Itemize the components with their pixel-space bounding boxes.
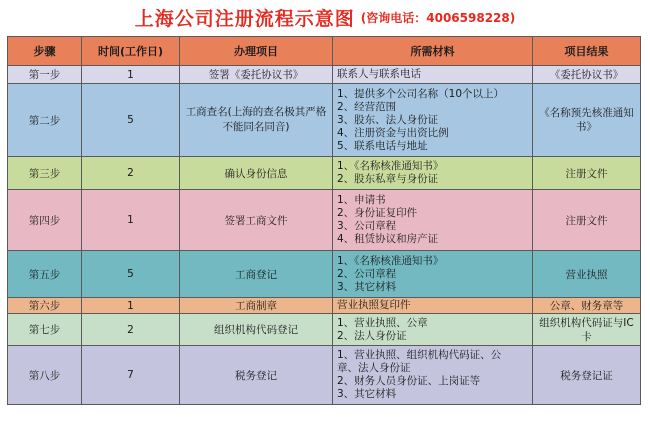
step-cell: 第二步 <box>8 84 82 157</box>
material-line: 2、法人身份证 <box>337 329 407 342</box>
material-line: 1、申请书 <box>337 194 386 206</box>
material-line: 2、公司章程 <box>337 267 397 280</box>
materials-cell <box>333 84 533 157</box>
table-row <box>8 84 641 157</box>
material-line: 1、营业执照、组织机构代码证、公 <box>337 349 502 361</box>
time-cell: 1 <box>82 66 180 84</box>
result-cell: 组织机构代码证与IC卡 <box>533 314 641 346</box>
column-header-item: 办理项目 <box>180 37 333 66</box>
time-cell: 2 <box>82 314 180 346</box>
registration-flow-table <box>7 36 641 405</box>
material-line: 2、身份证复印件 <box>337 207 418 219</box>
material-line: 营业执照复印件 <box>337 299 411 311</box>
materials-cell <box>333 157 533 190</box>
materials-cell <box>333 298 533 314</box>
material-line: 2、股东私章与身份证 <box>337 173 439 185</box>
table-row <box>8 314 641 346</box>
material-line: 3、股东、法人身份证 <box>337 113 439 126</box>
result-cell: 《名称预先核准通知书》 <box>533 84 641 157</box>
step-cell: 第六步 <box>8 298 82 314</box>
result-cell: 营业执照 <box>533 251 641 298</box>
result-cell: 税务登记证 <box>533 346 641 405</box>
step-cell: 第八步 <box>8 346 82 405</box>
column-header-step: 步骤 <box>8 37 82 66</box>
item-cell: 组织机构代码登记 <box>180 314 333 346</box>
table-row <box>8 346 641 405</box>
table-row <box>8 157 641 190</box>
materials-cell <box>333 314 533 346</box>
time-cell: 7 <box>82 346 180 405</box>
result-cell: 《委托协议书》 <box>533 66 641 84</box>
material-line: 1、营业执照、公章 <box>337 316 428 329</box>
step-cell: 第七步 <box>8 314 82 346</box>
materials-cell <box>333 251 533 298</box>
table-row <box>8 298 641 314</box>
result-cell: 注册文件 <box>533 157 641 190</box>
page-title: 上海公司注册流程示意图 <box>134 8 355 30</box>
table-header-row <box>8 37 641 66</box>
material-line: 1、《名称核准通知书》 <box>337 160 444 172</box>
column-header-materials: 所需材料 <box>333 37 533 66</box>
page-header <box>0 4 650 30</box>
material-line: 4、租赁协议和房产证 <box>337 233 439 245</box>
item-cell: 工商查名(上海的查名极其严格不能同名同音) <box>180 84 333 157</box>
material-line: 1、《名称核准通知书》 <box>337 254 444 267</box>
table-row <box>8 251 641 298</box>
materials-cell <box>333 66 533 84</box>
consult-phone: (咨询电话：4006598228) <box>360 11 516 25</box>
step-cell: 第四步 <box>8 190 82 251</box>
material-line: 3、公司章程 <box>337 220 397 232</box>
material-line: 1、提供多个公司名称（10个以上） <box>337 87 505 100</box>
material-line: 3、其它材料 <box>337 280 397 293</box>
material-line: 联系人与联系电话 <box>337 68 421 80</box>
material-line: 3、其它材料 <box>337 388 397 400</box>
time-cell: 5 <box>82 84 180 157</box>
time-cell: 2 <box>82 157 180 190</box>
column-header-time: 时间(工作日) <box>82 37 180 66</box>
step-cell: 第五步 <box>8 251 82 298</box>
item-cell: 签署工商文件 <box>180 190 333 251</box>
material-line: 2、经营范围 <box>337 100 397 113</box>
time-cell: 1 <box>82 298 180 314</box>
material-line: 2、财务人员身份证、上岗证等 <box>337 375 481 387</box>
result-cell: 公章、财务章等 <box>533 298 641 314</box>
materials-cell <box>333 190 533 251</box>
item-cell: 税务登记 <box>180 346 333 405</box>
materials-cell <box>333 346 533 405</box>
time-cell: 5 <box>82 251 180 298</box>
table-row <box>8 66 641 84</box>
table-row <box>8 190 641 251</box>
item-cell: 确认身份信息 <box>180 157 333 190</box>
time-cell: 1 <box>82 190 180 251</box>
material-line: 章、法人身份证 <box>337 362 411 374</box>
material-line: 5、联系电话与地址 <box>337 139 428 152</box>
step-cell: 第一步 <box>8 66 82 84</box>
material-line: 4、注册资金与出资比例 <box>337 126 449 139</box>
step-cell: 第三步 <box>8 157 82 190</box>
item-cell: 工商登记 <box>180 251 333 298</box>
item-cell: 工商制章 <box>180 298 333 314</box>
result-cell: 注册文件 <box>533 190 641 251</box>
column-header-result: 项目结果 <box>533 37 641 66</box>
item-cell: 签署《委托协议书》 <box>180 66 333 84</box>
